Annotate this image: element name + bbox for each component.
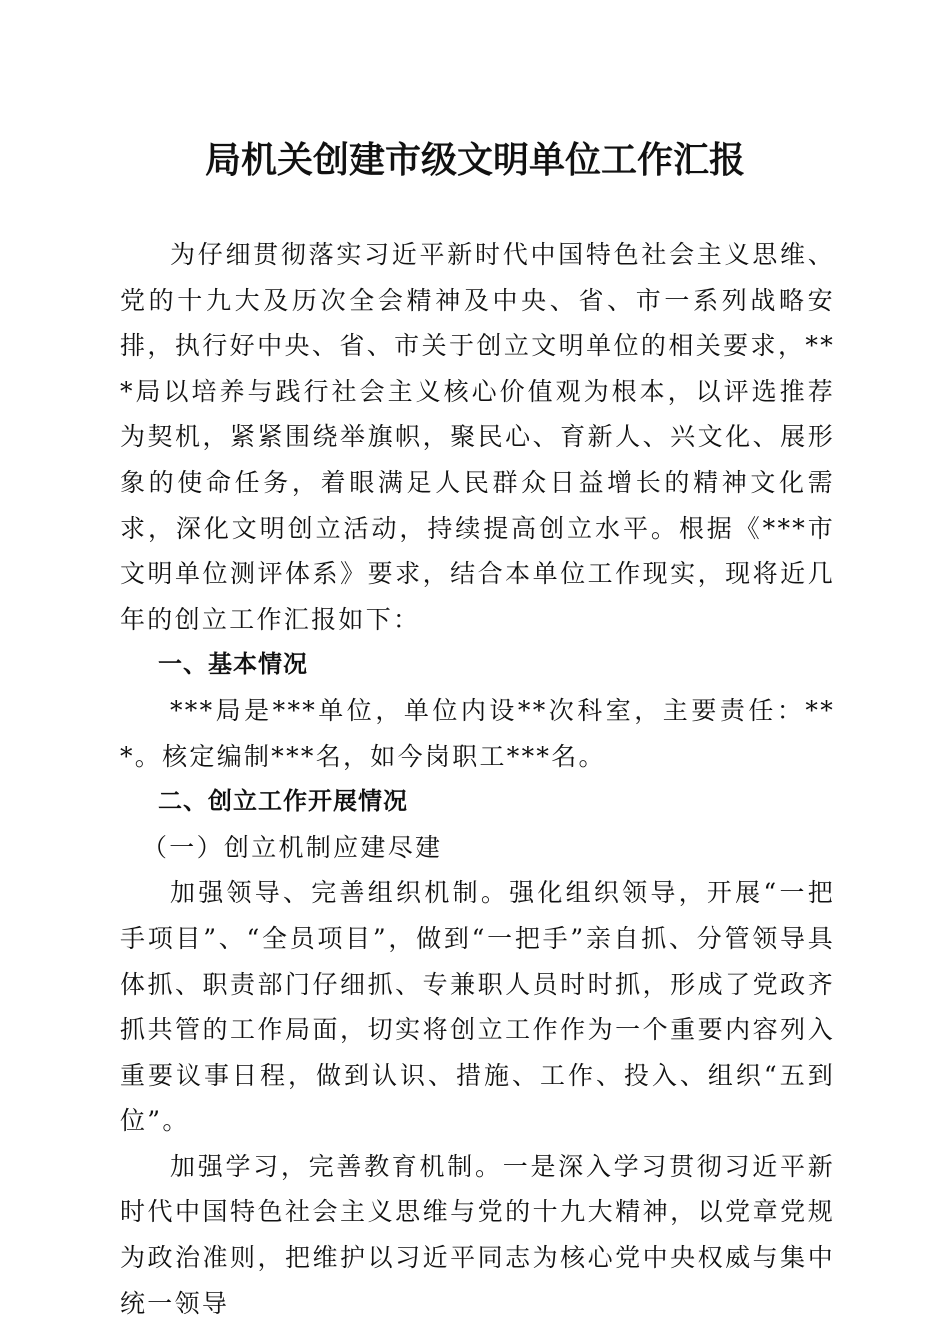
document-body (120, 232, 835, 1326)
section-heading-basic-info: 一、基本情况 (158, 650, 308, 679)
intro-paragraph: 为仔细贯彻落实习近平新时代中国特色社会主义思维、党的十九大及历次全会精神及中央、省、市一系列战略安排，执行好中央、省、市关于创立文明单位的相关要求，***局以培养与践行社会主义核心价值观为根本，以评选推荐为契机，紧紧围绕举旗帜，聚民心、育新人、兴文化、展形象的使命任务，着眼满足人民群众日益增长的精神文化需求，深化文明创立活动，持续提高创立水平。根据《***市文明单位测评体系》要求，结合本单位工作现实，现将近几年的创立工作汇报如下： (120, 240, 835, 634)
leadership-paragraph: 加强领导、完善组织机制。强化组织领导，开展“一把手项目”、“全员项目”，做到“一把手”亲自抓、分管领导具体抓、职责部门仔细抓、专兼职人员时时抓，形成了党政齐抓共管的工作局面，切实将创立工作作为一个重要内容列入重要议事日程，做到认识、措施、工作、投入、组织“五到位”。 (120, 878, 835, 1136)
subsection-heading-mechanism: （一）创立机制应建尽建 (142, 832, 443, 862)
document-title: 局机关创建市级文明单位工作汇报 (204, 139, 745, 181)
basic-info-paragraph: ***局是***单位，单位内设**次科室，主要责任：***。核定编制***名，如今岗职工***名。 (120, 695, 835, 771)
study-paragraph: 加强学习，完善教育机制。一是深入学习贯彻习近平新时代中国特色社会主义思维与党的十九大精神，以党章党规为政治准则，把维护以习近平同志为核心党中央权威与集中统一领导 (120, 1151, 835, 1318)
section-heading-work-progress: 二、创立工作开展情况 (158, 787, 408, 816)
